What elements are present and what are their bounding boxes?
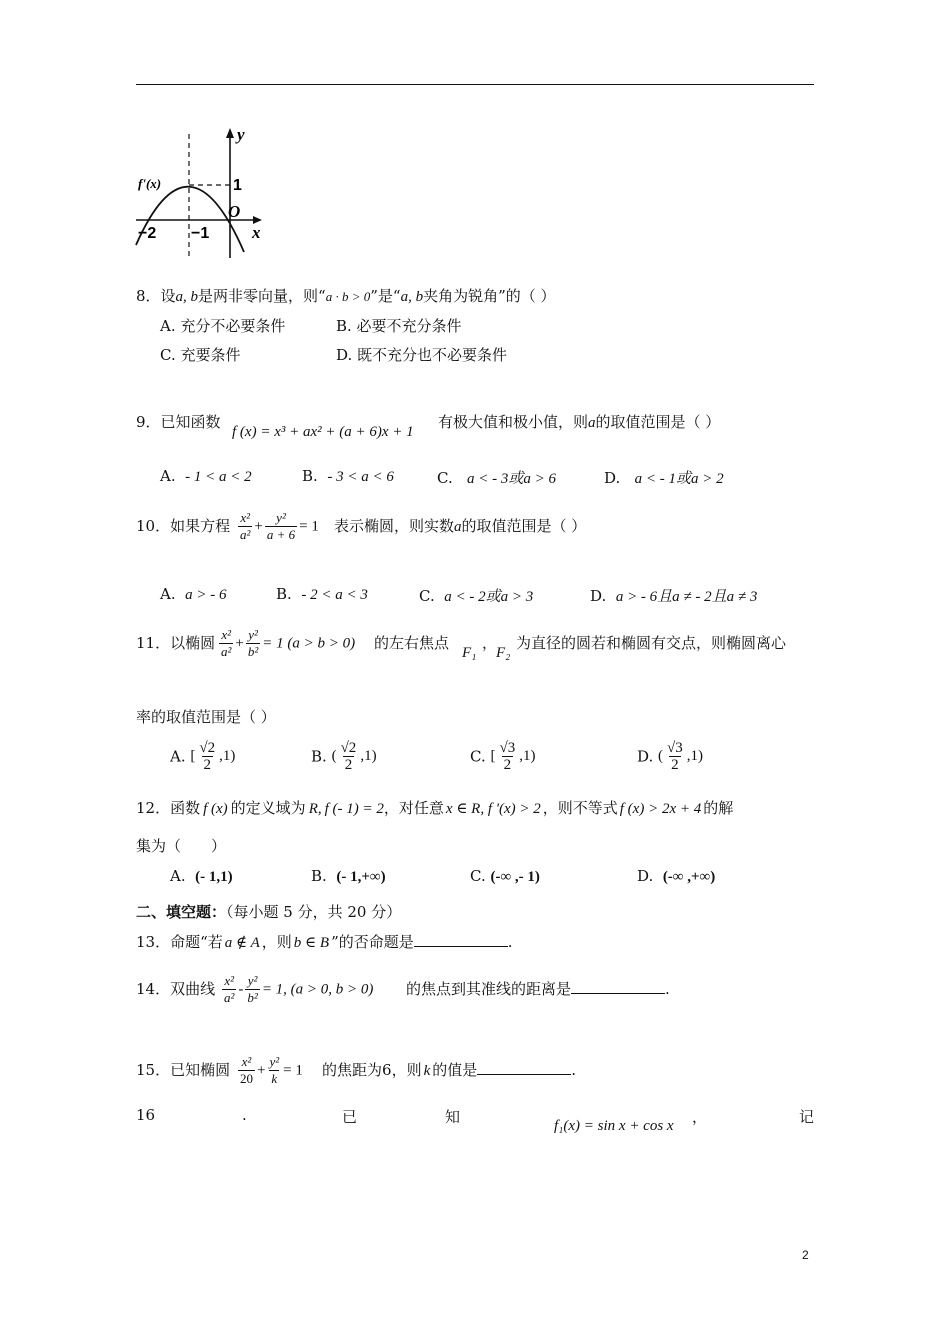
q12-stem-line2: 集为（ ） (136, 837, 227, 855)
q14-answer-blank[interactable] (571, 979, 665, 994)
curve-label: f'(x) (138, 176, 162, 191)
q15-stem-rest: 的焦距为6，则 k 的值是 . (322, 1061, 577, 1079)
q16-number: 16 (136, 1106, 156, 1124)
vector-ab-2: a, b (400, 289, 424, 305)
q11-focus-f2: F₂ (496, 645, 511, 661)
vector-ab: a, b (175, 289, 199, 305)
q9-stem: 9．已知函数 (136, 413, 221, 431)
q9-function: f (x) = x³ + ax² + (a + 6)x + 1 (232, 424, 414, 440)
q16-char-1: 已 (342, 1108, 358, 1126)
q11-comma: ， (482, 634, 498, 652)
q8-option-a: A. 充分不必要条件 (160, 317, 286, 335)
q16-char-3: 记 (799, 1108, 815, 1126)
q13-stem: 13．命题“若 a ∉ A ，则 b ∈ B ”的否命题是 . (136, 933, 513, 951)
q9-stem-rest: 有极大值和极小值，则a的取值范围是（ ） (438, 413, 721, 431)
q16-dot: . (242, 1106, 247, 1124)
q9-option-b: B. - 3 < a < 6 (302, 467, 394, 485)
q11-equation: $\frac{\text{x²}}{\text{a²}}$ + $\frac{\text{y²}}{\text{b²}}$ = 1 (a > b > 0) (221, 627, 356, 659)
q12-option-d: D. (-∞ ,+∞) (637, 867, 716, 885)
q10-option-d: D. a > - 6且a ≠ - 2且a ≠ 3 (590, 587, 758, 605)
q11-option-a: A. [ $\frac{√2}{2}$ ,1) (170, 740, 236, 773)
x-axis-label: x (252, 223, 261, 242)
tick-1-label: 1 (233, 177, 242, 194)
q11-option-b: B. ( $\frac{√2}{2}$ ,1) (311, 740, 377, 773)
q8-option-c: C. 充要条件 (160, 346, 241, 364)
q15-answer-blank[interactable] (477, 1060, 571, 1075)
origin-label: O (228, 202, 241, 221)
q11-option-d: D. ( $\frac{√3}{2}$ ,1) (637, 740, 704, 773)
q16-function: f₁(x) = sin x + cos x (554, 1118, 674, 1134)
q12-option-a: A. (- 1,1) (170, 867, 233, 885)
y-axis-arrow-icon (226, 128, 234, 138)
q11-focus-f1: F₁ (462, 645, 477, 661)
q16-char-2: 知 (445, 1108, 461, 1126)
q9-option-c: C. a < - 3或a > 6 (437, 469, 557, 487)
q8-stem: 8．设a, b是两非零向量，则“a · b > 0”是“a, b夹角为锐角”的（ ） (136, 287, 556, 305)
tick-neg1-label: −1 (191, 225, 210, 242)
q8-option-b: B. 必要不充分条件 (336, 317, 462, 335)
q11-stem: 11．以椭圆 (136, 634, 216, 652)
q14-stem-rest: 的焦点到其准线的距离是 . (406, 980, 670, 998)
q12-stem: 12．函数 f (x) 的定义域为 R, f (- 1) = 2，对任意 x ∈ R, f '(x) > 2 ，则不等式 f (x) > 2x + 4 的解 (136, 799, 734, 817)
q9-option-a: A. - 1 < a < 2 (160, 467, 252, 485)
q8-option-d: D. 既不充分也不必要条件 (336, 346, 508, 364)
q11-stem-mid: 的左右焦点 (374, 634, 450, 652)
q10-option-c: C. a < - 2或a > 3 (419, 587, 534, 605)
q9-option-d: D. a < - 1或a > 2 (604, 469, 724, 487)
derivative-graph (134, 124, 274, 260)
q12-option-b: B. (- 1,+∞) (311, 867, 386, 885)
q10-option-b: B. - 2 < a < 3 (276, 585, 368, 603)
header-rule (136, 84, 814, 85)
q16-comma: ， (692, 1108, 708, 1126)
q15-equation: $\frac{\text{x²}}{20}$ + $\frac{\text{y²}}{k}$ = 1 (240, 1054, 303, 1086)
q10-equation: $\frac{\text{x²}}{\text{a²}}$ + $\frac{\text{y²}}{a + 6}$ = 1 (240, 510, 319, 542)
q11-option-c: C. [ $\frac{√3}{2}$ ,1) (470, 740, 536, 773)
q10-stem-rest: 表示椭圆，则实数a的取值范围是（ ） (334, 517, 587, 535)
q10-option-a: A. a > - 6 (160, 585, 227, 603)
q11-stem-line2: 率的取值范围是（ ） (136, 708, 276, 726)
q11-stem-rest: 为直径的圆若和椭圆有交点，则椭圆离心 (516, 634, 787, 652)
y-axis-label: y (237, 125, 245, 144)
section-2-heading: 二、填空题：（每小题 5 分，共 20 分） (136, 903, 402, 921)
q10-stem: 10．如果方程 (136, 517, 231, 535)
q12-option-c: C. (-∞ ,- 1) (470, 867, 540, 885)
q14-stem: 14．双曲线 (136, 980, 216, 998)
q15-stem: 15．已知椭圆 (136, 1061, 231, 1079)
q14-equation: $\frac{\text{x²}}{\text{a²}}$ - $\frac{\text{y²}}{\text{b²}}$ = 1, (a > 0, b > 0) (224, 973, 374, 1005)
dot-product-condition: a · b > 0 (325, 289, 371, 304)
tick-neg2-label: −2 (138, 225, 157, 242)
q13-answer-blank[interactable] (414, 932, 508, 947)
page-number: 2 (802, 1248, 809, 1262)
